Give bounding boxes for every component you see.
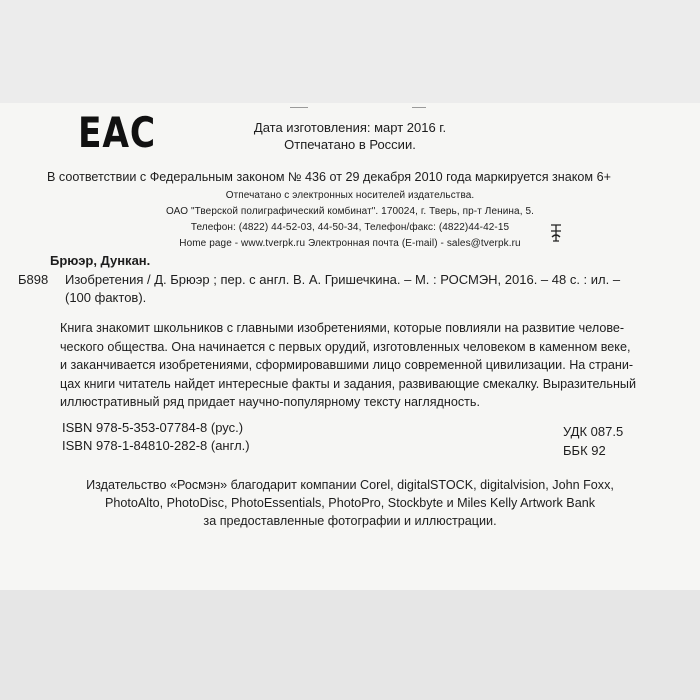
printer-phones: Телефон: (4822) 44-52-03, 44-50-34, Телефон/факс: (4822)44-42-15 (190, 222, 510, 233)
eac-conformity-logo: EAC (78, 108, 156, 157)
credits-line: PhotoAlto, PhotoDisc, PhotoEssentials, PhotoPro, Stockbyte и Miles Kelly Artwork Bank (104, 496, 596, 510)
printer-emblem-icon (548, 223, 564, 248)
annotation-line: и заканчивается изобретениями, сформировавшими лицо современной цивилизации. На страни- (60, 358, 634, 373)
annotation-line: ческого общества. Она начинается с первых орудий, изготовленных человеком в каменном веке, (60, 339, 631, 354)
catalog-series: (100 фактов). (65, 290, 147, 305)
printer-homepage: Home page - www.tverpk.ru Электронная почта (E-mail) - sales@tverpk.ru (179, 238, 521, 249)
annotation-line: цах книги читатель найдет интересные факты и задания, развивающие смекалку. Выразительный (60, 376, 636, 391)
age-marking-notice: В соответствии с Федеральным законом № 436 от 29 декабря 2010 года маркируется знаком 6+ (47, 170, 611, 184)
credits-line: Издательство «Росмэн» благодарит компании Corel, digitalSTOCK, digitalvision, John Foxx, (86, 478, 614, 492)
catalog-code: Б898 (18, 272, 49, 287)
udk-code: УДК 087.5 (563, 424, 624, 439)
annotation-line: иллюстративный ряд придает научно-популярному тексту наглядность. (60, 395, 480, 410)
isbn-russian: ISBN 978-5-353-07784-8 (рус.) (62, 420, 244, 435)
annotation-line: Книга знакомит школьников с главными изобретениями, которые повлияли на развитие челове- (60, 321, 625, 335)
catalog-author: Брюэр, Дункан. (50, 253, 151, 268)
credits-line: за предоставленные фотографии и иллюстрации. (203, 514, 497, 528)
bbk-code: ББК 92 (563, 443, 606, 458)
printer-address: ОАО "Тверской полиграфический комбинат". 170024, г. Тверь, пр-т Ленина, 5. (166, 206, 534, 217)
printed-from-notice: Отпечатано с электронных носителей издательства. (225, 190, 475, 201)
manufacture-date: Дата изготовления: март 2016 г. (253, 120, 447, 135)
isbn-english: ISBN 978-1-84810-282-8 (англ.) (62, 438, 250, 453)
printed-in: Отпечатано в России. (284, 137, 416, 152)
cut-off-text-fragment (290, 100, 430, 108)
background-surface (0, 0, 700, 103)
catalog-entry: Изобретения / Д. Брюэр ; пер. с англ. В. А. Гришечкина. – М. : РОСМЭН, 2016. – 48 с. : ил. – (65, 272, 621, 287)
background-surface-bottom (0, 590, 700, 700)
book-annotation (60, 319, 690, 412)
